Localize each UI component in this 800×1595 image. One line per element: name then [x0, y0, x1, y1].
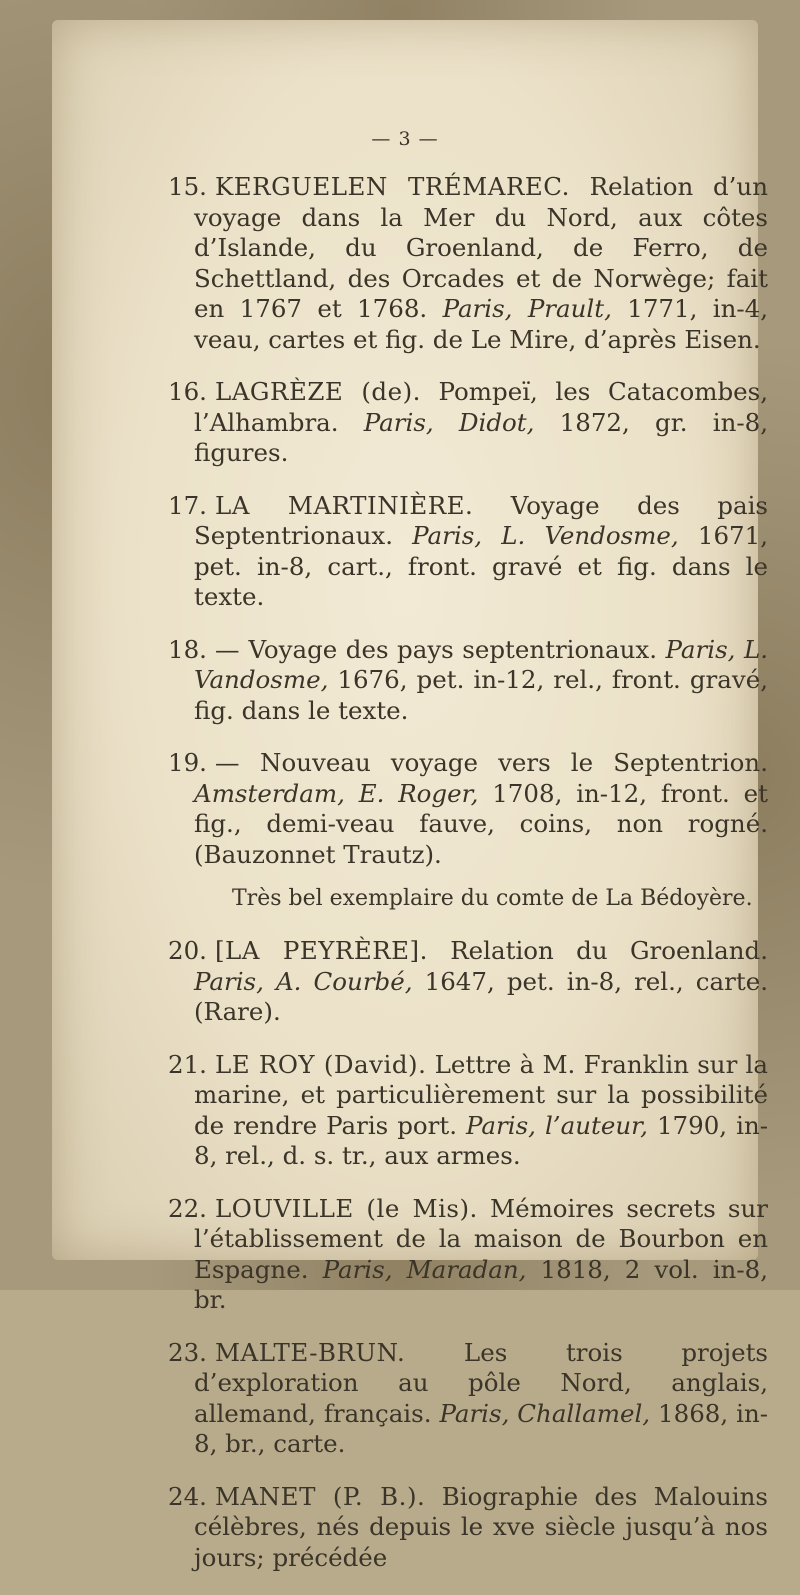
- entry-title: Les trois projets d’exploration au pôle Nord, anglais, allemand, français.: [194, 1337, 768, 1428]
- entry-title: Voyage des pays septentrionaux.: [239, 634, 666, 664]
- entry-title: Lettre à M. Franklin sur la marine, et particulièrement sur la possibilité de rendre Paris port.: [194, 1049, 768, 1140]
- entry-title: Relation du Groenland.: [427, 936, 768, 965]
- entry-number: 17.: [168, 490, 207, 520]
- entry-19-note: Très bel exemplaire du comte de La Bédoyère.: [232, 886, 753, 911]
- entry-details: 1671, pet. in-8, cart., front. gravé et fig. dans le texte.: [194, 521, 769, 611]
- entry-imprint: Paris, Prault,: [442, 294, 612, 323]
- entry-16: [168, 377, 768, 469]
- entry-20: [168, 936, 768, 1028]
- entry-imprint: Amsterdam, E. Roger,: [194, 778, 479, 808]
- entry-number: 22.: [168, 1193, 207, 1223]
- entry-author: LE ROY (David).: [214, 1049, 427, 1079]
- entry-title: Voyage des pais Septentrionaux.: [194, 490, 768, 550]
- entry-author: MALTE-BRUN.: [214, 1337, 406, 1367]
- entry-number: 15.: [168, 172, 207, 201]
- entry-details: 1647, pet. in-8, rel., carte. (Rare).: [194, 966, 768, 1026]
- entry-list: [168, 172, 768, 1595]
- entry-title: Mémoires secrets sur l’établissement de la maison de Bourbon en Espagne.: [194, 1193, 768, 1284]
- entry-author: —: [214, 748, 240, 777]
- entry-details: 1676, pet. in-12, rel., front. gravé, fig. dans le texte.: [194, 665, 768, 725]
- entry-21: [168, 1050, 768, 1172]
- entry-imprint: Paris, Didot,: [363, 407, 535, 437]
- page-number: — 3 —: [371, 128, 439, 150]
- entry-number: 16.: [168, 377, 207, 406]
- entry-details: 1818, 2 vol. in-8, br.: [194, 1254, 768, 1314]
- entry-18: [168, 635, 768, 727]
- entry-author: LA MARTINIÈRE.: [214, 490, 474, 520]
- entry-number: 23.: [168, 1337, 207, 1367]
- entry-details: 1771, in-4, veau, cartes et fig. de Le Mire, d’après Eisen.: [194, 294, 769, 354]
- entry-author: LAGRÈZE (de).: [214, 377, 421, 406]
- entry-author: —: [214, 634, 240, 664]
- entry-22: [168, 1194, 768, 1316]
- entry-author: LOUVILLE (le Mis).: [214, 1193, 478, 1223]
- entry-24: [168, 1482, 768, 1574]
- entry-imprint: Paris, l’auteur,: [466, 1110, 648, 1140]
- entry-title: Pompeï, les Catacombes, l’Alhambra.: [194, 377, 768, 437]
- entry-title: Biographie des Malouins célèbres, nés depuis le xve siècle jusqu’à nos jours; précédée: [194, 1481, 768, 1572]
- entry-19: [168, 748, 768, 870]
- entry-author: MANET (P. B.).: [214, 1481, 426, 1511]
- entry-author: KERGUELEN TRÉMAREC.: [214, 172, 570, 201]
- entry-number: 21.: [168, 1049, 207, 1079]
- entry-imprint: Paris, L. Vandosme,: [194, 634, 769, 694]
- entry-17: [168, 491, 768, 613]
- catalog-page: [52, 20, 769, 1572]
- entry-author: [LA PEYRÈRE].: [214, 936, 428, 965]
- entry-title: Nouveau voyage vers le Septentrion.: [239, 748, 768, 777]
- entry-imprint: Paris, Challamel,: [439, 1398, 651, 1428]
- entry-imprint: Paris, L. Vendosme,: [412, 521, 679, 550]
- entry-title: Relation d’un voyage dans la Mer du Nord, aux côtes d’Islande, du Groenland, de Ferro, de Schettland, des Orcades et de Norwège; fait en 1767 et 1768.: [194, 172, 768, 323]
- entry-23: [168, 1338, 768, 1460]
- entry-15: [168, 172, 768, 355]
- entry-details: 1872, gr. in-8, figures.: [194, 407, 768, 467]
- entry-details: 1868, in-8, br., carte.: [194, 1398, 769, 1458]
- entry-number: 19.: [168, 748, 207, 777]
- entry-number: 24.: [168, 1481, 207, 1511]
- entry-imprint: Paris, A. Courbé,: [194, 966, 413, 996]
- entry-details: 1790, in-8, rel., d. s. tr., aux armes.: [194, 1110, 768, 1170]
- entry-number: 20.: [168, 936, 207, 965]
- entry-imprint: Paris, Maradan,: [322, 1254, 527, 1284]
- entry-details: 1708, in-12, front. et fig., demi-veau fauve, coins, non rogné. (Bauzonnet Trautz).: [194, 778, 768, 869]
- entry-number: 18.: [168, 634, 207, 664]
